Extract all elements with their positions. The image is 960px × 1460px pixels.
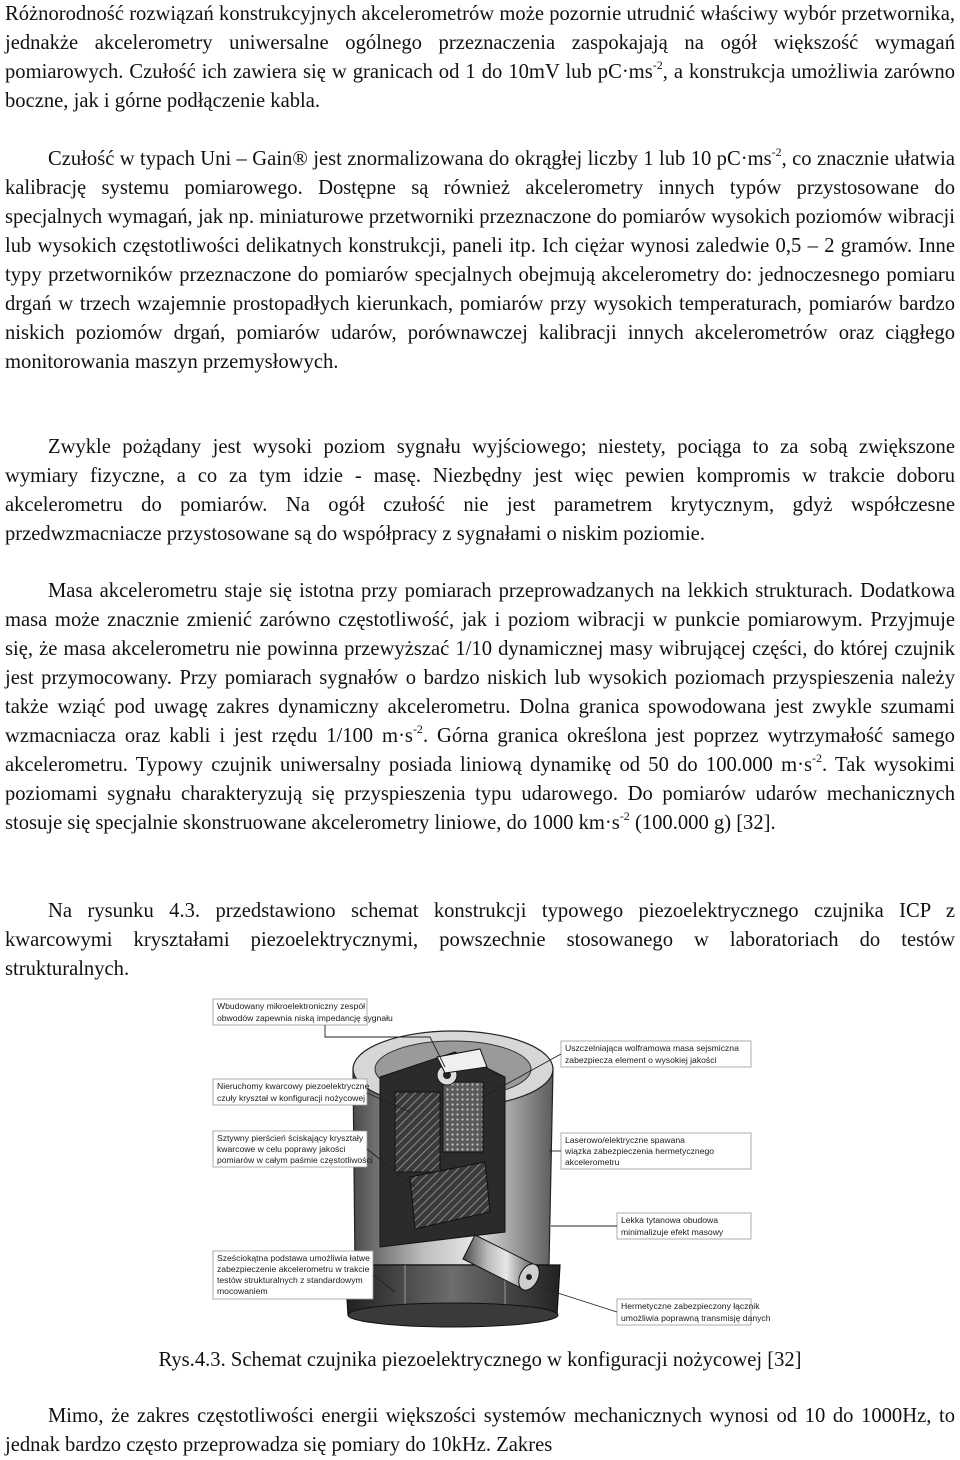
svg-text:Sześciokątna podstawa umożliwi [217, 1253, 370, 1263]
label-base-line-3: testów strukturalnych z standardowym [217, 1275, 363, 1285]
svg-text:obwodów zapewnia niską impedan [217, 1013, 393, 1023]
label-housing [551, 1213, 751, 1239]
label-base-line-4: mocowaniem [217, 1286, 268, 1296]
sensor-housing [353, 1031, 553, 1265]
superscript: -2 [771, 145, 782, 159]
paragraph-text: Na rysunku 4.3. przedstawiono schemat konstrukcji typowego piezoelektrycznego czujnika ICP z kwarcowymi kryształami piezoelektrycznymi, powszechnie stosowanego w laboratoriach do testów strukturalnych. [5, 900, 955, 980]
label-weld-line-1: Laserowo/elektryczne spawana [565, 1135, 685, 1145]
paragraph-5 [5, 897, 955, 984]
svg-text:akcelerometru [565, 1157, 620, 1167]
svg-text:czuły kryształ w konfiguracji [217, 1093, 365, 1103]
superscript: -2 [619, 809, 630, 823]
paragraph-6 [5, 1402, 955, 1460]
label-quartz-line-2: czuły kryształ w konfiguracji nożycowej [217, 1093, 366, 1103]
paragraph-text: , a konstrukcja umożliwia zarówno boczne, jak i górne podłączenie kabla. [5, 61, 955, 112]
paragraph-text: . Tak wysokimi poziomami sygnału charakteryzują się przyspieszenia typu udarowego. Do pomiarów udarów mechanicznych stosuje się specjalnie skonstruowane akcelerometry liniowe, do 1000 km·s [5, 754, 956, 834]
svg-text:Laserowo/elektryczne spawana [565, 1135, 685, 1145]
label-ring-line-3: pomiarów w całym paśmie częstotliwości [217, 1155, 373, 1165]
figure-caption: Rys.4.3. Schemat czujnika piezoelektrycznego w konfiguracji nożycowej [32] [158, 1349, 802, 1371]
label-weld-line-3: akcelerometru [565, 1157, 620, 1167]
svg-text:pomiarów w całym paśmie często [217, 1155, 373, 1165]
paragraph-text: Różnorodność rozwiązań konstrukcyjnych akcelerometrów może pozornie utrudnić właściwy wybór przetwornika, jednakże akcelerometry uniwersalne ogólnego przeznaczenia zaspokajają na ogół większość wymagań pomiarowych. Czułość ich zawiera się w granicach od 1 do 10mV lub pC·ms [5, 3, 955, 83]
svg-text:minimalizuje efekt masowy [621, 1227, 724, 1237]
label-connector [539, 1287, 771, 1325]
svg-text:Wbudowany mikroelektroniczny z [217, 1001, 365, 1011]
label-housing-line-1: Lekka tytanowa obudowa [621, 1215, 718, 1225]
label-ring-line-2: kwarcowe w celu poprawy jakości [217, 1144, 346, 1154]
label-mass-line-2: zabezpiecza element o wysokiej jakości [565, 1055, 717, 1065]
superscript: -2 [811, 751, 822, 765]
superscript: -2 [652, 58, 663, 72]
svg-text:Sztywny pierścień ściskający k [217, 1133, 364, 1143]
svg-text:testów strukturalnych z standa [217, 1275, 363, 1285]
label-weld [549, 1133, 751, 1169]
paragraph-text: (100.000 g) [32]. [629, 812, 776, 834]
svg-text:zabezpiecza element o wysokiej [565, 1055, 717, 1065]
label-base-line-1: Sześciokątna podstawa umożliwia łatwe [217, 1253, 370, 1263]
label-electronics-line-2: obwodów zapewnia niską impedancję sygnału [217, 1013, 393, 1023]
paragraph-text: , co znacznie ułatwia kalibrację systemu pomiarowego. Dostępne są również akcelerometry innych typów przystosowane do specjalnych wymagań, jak np. miniaturowe przetworniki przeznaczone do pomiarów wysokich poziomów wibracji lub wysokich częstotliwości delikatnych konstrukcji, paneli itp. Ich ciężar wynosi zaledwie 0,5 – 2 gramów. Inne typy przetworników przeznaczone do pomiarów specjalnych obejmują akcelerometry do: jednoczesnego pomiaru drgań w trzech wzajemnie prostopadłych kierunkach, pomiarów przy wysokich temperaturach, pomiarów bardzo niskich poziomów drgań, pomiarów udarów, porównawczej kalibracji innych akcelerometrów oraz ciągłego monitorowania maszyn przemysłowych. [5, 148, 955, 373]
paragraph-text: Masa akcelerometru staje się istotna przy pomiarach przeprowadzanych na lekkich strukturach. Dodatkowa masa może znacznie zmienić zarówno częstotliwość, jak i poziom wibracji w punkcie pomiarowym. Przyjmuje się, że masa akcelerometru nie powinna przewyższać 1/10 dynamicznej masy wibrującej części, do której czujnik jest przymocowany. Przy pomiarach sygnałów o bardzo niskich lub wysokich poziomach przyspieszenia należy także wziąć pod uwagę zakres dynamiczny akcelerometru. Dolna granica spowodowana jest zwykle szumami wzmacniacza oraz kabli i jest rzędu 1/100 m·s [5, 580, 955, 747]
label-base [213, 1251, 395, 1299]
label-connector-line-1: Hermetyczne zabezpieczony łącznik [621, 1301, 760, 1311]
paragraph-text: . Górna granica określona jest poprzez wytrzymałość samego akcelerometru. Typowy czujnik uniwersalny posiada liniową dynamikę od 50 do 100.000 m·s [5, 725, 955, 776]
svg-text:mocowaniem [217, 1286, 268, 1296]
paragraph-text: Mimo, że zakres częstotliwości energii większości systemów mechanicznych wynosi od 10 do 1000Hz, to jednak bardzo często przeprowadza się pomiary do 10kHz. Zakres [5, 1405, 955, 1456]
label-electronics-line-1: Wbudowany mikroelektroniczny zespół [217, 1001, 366, 1011]
svg-text:wiązka zabezpieczenia hermetyc [564, 1146, 714, 1156]
label-mass-line-1: Uszczelniająca wolframowa masa sejsmiczna [565, 1043, 739, 1053]
svg-text:Uszczelniająca wolframowa masa [565, 1043, 739, 1053]
paragraph-text: Zwykle pożądany jest wysoki poziom sygnału wyjściowego; niestety, pociąga to za sobą zwiększone wymiary fizyczne, a co za tym idzie - masę. Niezbędny jest więc pewien kompromis w trakcie doboru akcelerometru do pomiarów. Na ogół czułość nie jest parametrem krytycznym, gdyż współczesne przedwzmacniacze przystosowane są do współpracy z sygnałami o niskim poziomie. [5, 436, 955, 545]
label-weld-line-2: wiązka zabezpieczenia hermetycznego [565, 1146, 715, 1156]
paragraph-1 [5, 0, 955, 116]
svg-text:Lekka tytanowa obudowa [621, 1215, 718, 1225]
accelerometer-diagram [205, 997, 771, 1334]
label-connector-line-2: umożliwia poprawną transmisję danych [621, 1313, 771, 1323]
svg-text:kwarcowe w celu poprawy jakośc [217, 1144, 346, 1154]
svg-text:Nieruchomy kwarcowy piezoelekt [217, 1081, 370, 1091]
paragraph-text: Czułość w typach Uni – Gain® jest znormalizowana do okrągłej liczby 1 lub 10 pC·ms [48, 148, 772, 170]
paragraph-2 [5, 145, 955, 377]
superscript: -2 [412, 722, 423, 736]
svg-text:umożliwia poprawną transmisję [621, 1313, 771, 1323]
label-base-line-2: zabezpieczenie akcelerometru w trakcie [217, 1264, 370, 1274]
svg-text:Hermetyczne zabezpieczony łącz [621, 1301, 760, 1311]
svg-text:zabezpieczenie akcelerometru w [217, 1264, 370, 1274]
paragraph-4 [5, 577, 955, 838]
paragraph-3 [5, 433, 955, 549]
label-housing-line-2: minimalizuje efekt masowy [621, 1227, 724, 1237]
label-ring-line-1: Sztywny pierścień ściskający kryształy [217, 1133, 364, 1143]
label-quartz-line-1: Nieruchomy kwarcowy piezoelektryczne [217, 1081, 370, 1091]
